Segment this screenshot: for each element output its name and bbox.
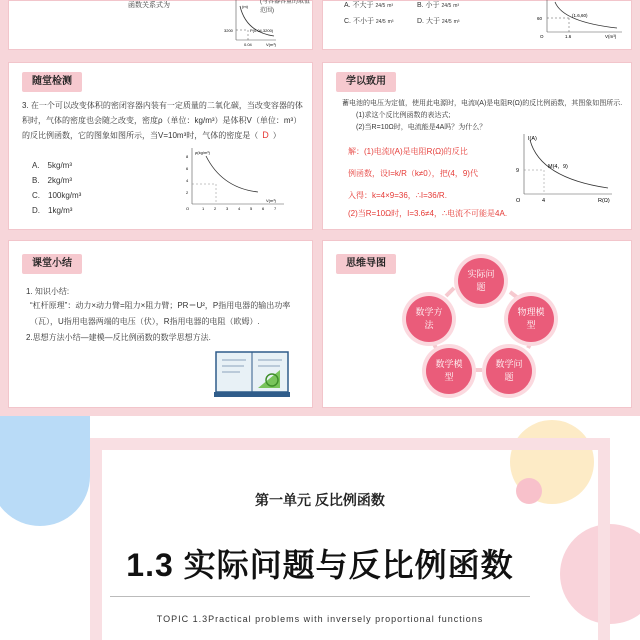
graph-x-tick-2: 2 (214, 206, 217, 211)
graph-y-tick-6: 6 (186, 166, 189, 171)
graph-y-axis-label: (m) (242, 4, 248, 9)
tag-summary: 课堂小结 (22, 254, 82, 274)
apply-intro: 蓄电池的电压为定值，使用此电源时，电流I(A)是电阻R(Ω)的反比例函数，其图象如图所示. (342, 100, 623, 107)
unit-subtitle: 第一单元 反比例函数 (255, 492, 385, 508)
option-c-frac: 24/5 (375, 19, 386, 25)
option-c-label: C. 不小于 (344, 18, 374, 25)
question-end: ） (272, 131, 281, 140)
option-d-label: D. 大于 (417, 18, 440, 25)
graph-x-axis-label: V(m³) (605, 34, 617, 39)
apply-q2: (2)当R=10Ω时，电流能是4A吗？为什么？ (356, 124, 487, 131)
graph-x-tick-4: 4 (238, 206, 241, 211)
graph-y-tick-2: 2 (186, 190, 189, 195)
tag-practice: 随堂检测 (22, 72, 82, 92)
volume-graph (527, 0, 627, 42)
graph-x-axis-label: V(m³) (266, 42, 276, 47)
summary-line-3: （瓦），U指用电器两端的电压（伏），R指用电器的电阻（欧姆）. (30, 317, 260, 326)
graph-x-tick-6: 6 (262, 206, 265, 211)
option-a-unit: m³ (387, 3, 394, 9)
graph-x-tick: 1.6 (565, 34, 572, 39)
graph-point-label: P(0.04,3200) (250, 28, 274, 33)
solution-line-2: 例函数，设I=k/R（k≠0），把(4，9)代 (348, 169, 478, 178)
graph-y-tick: 60 (537, 16, 543, 21)
graph-x-tick-1: 1 (202, 206, 205, 211)
practice-question (22, 98, 306, 143)
option-list (32, 158, 81, 218)
mindmap-node-math-model: 数学模型 (426, 348, 472, 394)
graph-x-tick: 4 (542, 198, 546, 204)
density-graph (180, 146, 290, 216)
panel-top-left (8, 0, 313, 50)
option-b-frac: 24/5 (441, 3, 452, 9)
summary-line-4: 2.思想方法小结—建模—反比例函数的数学思想方法. (26, 333, 211, 342)
decor-pink-frame (90, 438, 610, 640)
graph-y-tick-8: 8 (186, 154, 189, 159)
solution-line-4: (2)当R=10Ω时，I=3.6≠4，∴电流不可能是4A. (348, 209, 508, 218)
graph-x-tick-5: 5 (250, 206, 253, 211)
graph-y-axis-label: ρ(kg/m³) (195, 150, 210, 155)
option-d (417, 16, 459, 28)
apply-q1: (1)求这个反比例函数的表达式; (356, 112, 451, 119)
graph-x-tick-3: 3 (226, 206, 229, 211)
option-b (417, 0, 459, 12)
panel-apply (322, 62, 632, 230)
range-note: (与容器容量的取值范围) (260, 0, 310, 14)
tag-mindmap: 思维导图 (336, 254, 396, 274)
graph-point-label: (1.6,60) (572, 13, 588, 18)
option-d-frac: 24/5 (441, 19, 452, 25)
current-graph (512, 132, 622, 212)
graph-y-tick: 3200 (224, 28, 233, 33)
option-d: D. 1kg/m³ (32, 206, 73, 215)
panel-practice (8, 62, 313, 230)
solution-line-1: 解：(1)电流I(A)是电阻R(Ω)的反比 (348, 147, 468, 156)
graph-origin: O (186, 206, 190, 211)
panel-mindmap (322, 240, 632, 408)
option-b: B. 2kg/m³ (32, 176, 73, 185)
option-c (344, 16, 393, 28)
mindmap-node-real-problem: 实际问题 (458, 258, 504, 304)
solution-line-3: 入得：k=4×9=36，∴I=36/R. (348, 191, 447, 200)
graph-x-axis-label: R(Ω) (598, 198, 610, 204)
graph-origin: O (540, 34, 544, 39)
panel-top-right (322, 0, 632, 50)
graph-y-axis-label: I(A) (528, 136, 537, 142)
option-a-label: A. 不大于 (344, 2, 374, 9)
option-a-frac: 24/5 (375, 3, 386, 9)
option-b-label: B. 小于 (417, 2, 440, 9)
graph-x-tick: 0.04 (244, 42, 252, 47)
mindmap-node-math-problem: 数学问题 (486, 348, 532, 394)
graph-y-tick-4: 4 (186, 178, 189, 183)
summary-line-1: 1. 知识小结: (26, 287, 70, 296)
graph-point-label: M(4，9) (548, 164, 568, 170)
page-title: 1.3 实际问题与反比例函数 (126, 547, 514, 583)
option-a: A. 5kg/m³ (32, 161, 73, 170)
option-a (344, 0, 393, 12)
graph-x-axis-label: V(m³) (266, 198, 276, 203)
title-slide (0, 416, 640, 640)
tag-apply: 学以致用 (336, 72, 396, 92)
graph-x-tick-7: 7 (274, 206, 277, 211)
option-d-unit: m³ (453, 19, 460, 25)
book-illustration-icon (210, 348, 294, 400)
panel-summary (8, 240, 313, 408)
summary-line-2: “杠杆原理”：动力×动力臂=阻力×阻力臂；PR＝U²，P指用电器的输出功率 (30, 301, 291, 310)
option-c-unit: m³ (387, 19, 394, 25)
function-text-fragment: 函数关系式为 (128, 2, 170, 9)
graph-y-tick: 9 (516, 168, 520, 174)
pressure-graph (198, 0, 278, 50)
answer-letter: D (262, 130, 269, 140)
option-b-unit: m³ (453, 3, 460, 9)
mindmap-node-physics-model: 物理模型 (508, 296, 554, 342)
graph-origin: O (516, 198, 521, 204)
option-c: C. 100kg/m³ (32, 191, 82, 200)
question-text: 3. 在一个可以改变体积的密闭容器内装有一定质量的二氧化碳，当改变容器的体积时，气体的密度也会随之改变，密度ρ（单位：kg/m³）是体积V（单位：m³）的反比例函数，它的图象如图所示，当V=10m³时，气体的密度是（ (22, 101, 303, 140)
title-underline (110, 596, 530, 597)
topic-subtitle: TOPIC 1.3Practical problems with inversely proportional functions (156, 614, 484, 624)
mindmap-node-math-method: 数学方法 (406, 296, 452, 342)
